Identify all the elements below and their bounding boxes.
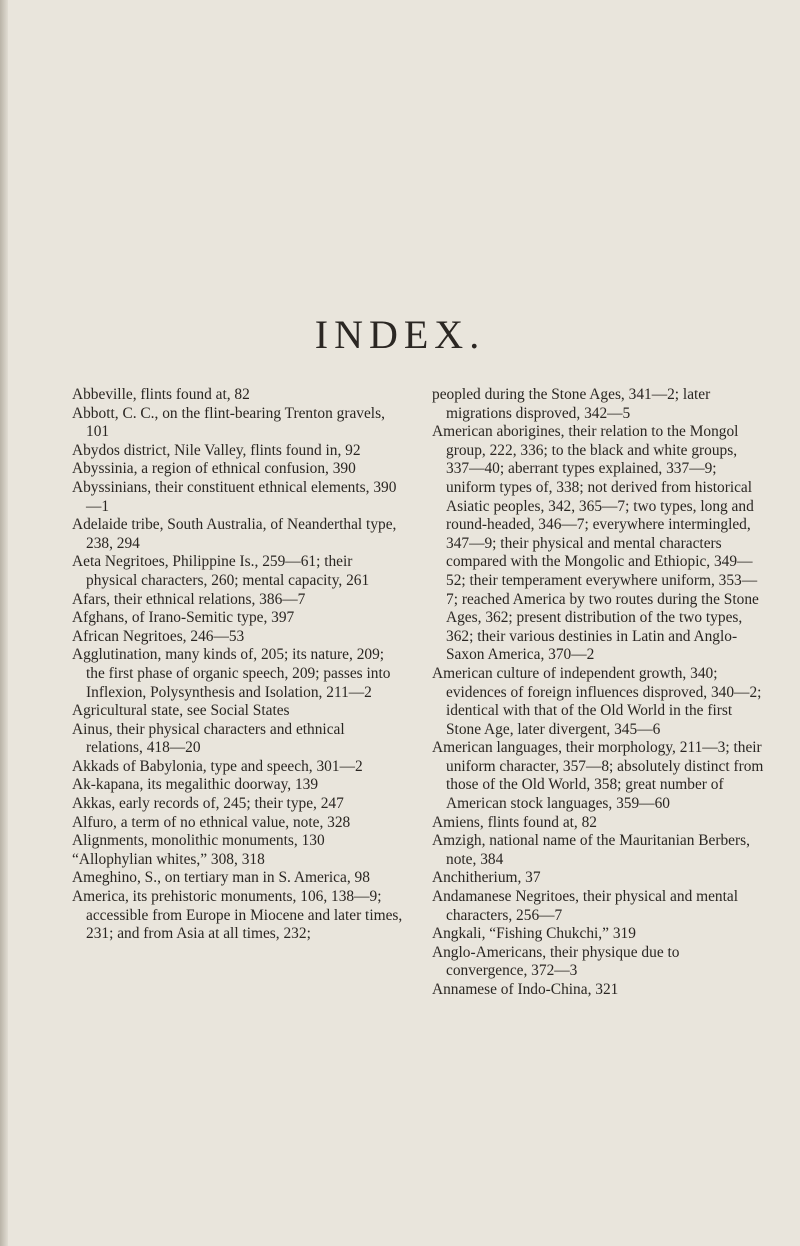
index-entry: Alignments, monolithic monuments, 130 [72, 832, 325, 850]
index-column-left [72, 386, 404, 944]
index-entry: Akkas, early records of, 245; their type, 247 [72, 795, 344, 813]
index-entry: Anchitherium, 37 [432, 869, 541, 887]
index-entry: Agglutination, many kinds of, 205; its nature, 209; the first phase of organic speech, 209; passes into Inflexion, Polysynthesis and Isolation, 211—2 [72, 646, 391, 701]
index-entry: Abyssinians, their constituent ethnical elements, 390—1 [72, 478, 397, 515]
index-entry: Abbeville, flints found at, 82 [72, 386, 250, 403]
page-edge [0, 0, 8, 1246]
index-entry: Afghans, of Irano-Semitic type, 397 [72, 609, 295, 627]
index-entry: Akkads of Babylonia, type and speech, 301—2 [72, 757, 363, 775]
index-entry: “Allophylian whites,” 308, 318 [72, 850, 265, 868]
index-entry: Abbott, C. C., on the flint-bearing Trenton gravels, 101 [72, 404, 385, 441]
index-entry: American culture of independent growth, 340; evidences of foreign influences disproved, 340—2; identical with that of the Old World in the first Stone Age, later divergent, 345—6 [432, 664, 762, 738]
index-entry: Amzigh, national name of the Mauritanian Berbers, note, 384 [432, 832, 750, 868]
index-entry: African Negritoes, 246—53 [72, 627, 245, 645]
index-entry: Amiens, flints found at, 82 [432, 813, 598, 831]
index-entry: American aborigines, their relation to the Mongol group, 222, 336; to the black and white groups, 337—40; aberrant types explained, 337—9; uniform types of, 338; not derived from historical Asiatic peoples, 342, 365—7; two types, long and round-headed, 346—7; everywhere intermingled, 347—9; their physical and mental characters compared with the Mongolic and Ethiopic, 349—52; their temperament everywhere uniform, 353—7; reached America by two routes during the Stone Ages, 362; present distribution of the two types, 362; their various destinies in Latin and Anglo-Saxon America, 370—2 [432, 423, 759, 664]
index-entry: Andamanese Negritoes, their physical and mental characters, 256—7 [432, 888, 739, 924]
page-title: INDEX. [314, 311, 486, 357]
index-entry: Agricultural state, see Social States [72, 702, 290, 720]
index-entry: peopled during the Stone Ages, 341—2; later migrations disproved, 342—5 [432, 386, 711, 422]
index-entry: Abydos district, Nile Valley, flints found in, 92 [72, 441, 361, 459]
index-entry: Alfuro, a term of no ethnical value, note, 328 [72, 813, 351, 831]
index-entry: Ainus, their physical characters and ethnical relations, 418—20 [72, 720, 345, 757]
index-entry: Afars, their ethnical relations, 386—7 [72, 590, 306, 608]
index-entry: Ak-kapana, its megalithic doorway, 139 [72, 776, 319, 794]
index-entry: America, its prehistoric monuments, 106, 138—9; accessible from Europe in Miocene and later times, 231; and from Asia at all times, 232; [72, 888, 403, 943]
index-entry: Ameghino, S., on tertiary man in S. America, 98 [72, 869, 370, 887]
index-entry: Adelaide tribe, South Australia, of Neanderthal type, 238, 294 [72, 516, 397, 552]
index-entry: American languages, their morphology, 211—3; their uniform character, 357—8; absolutely distinct from those of the Old World, 358; great number of American stock languages, 359—60 [432, 739, 764, 813]
index-entry: Anglo-Americans, their physique due to convergence, 372—3 [432, 943, 680, 980]
index-entry: Abyssinia, a region of ethnical confusion, 390 [72, 460, 356, 478]
index-column-right [432, 386, 764, 1000]
index-entry: Angkali, “Fishing Chukchi,” 319 [432, 925, 636, 943]
index-entry: Annamese of Indo-China, 321 [432, 981, 619, 998]
index-entry: Aeta Negritoes, Philippine Is., 259—61; their physical characters, 260; mental capacity, 261 [72, 553, 370, 589]
